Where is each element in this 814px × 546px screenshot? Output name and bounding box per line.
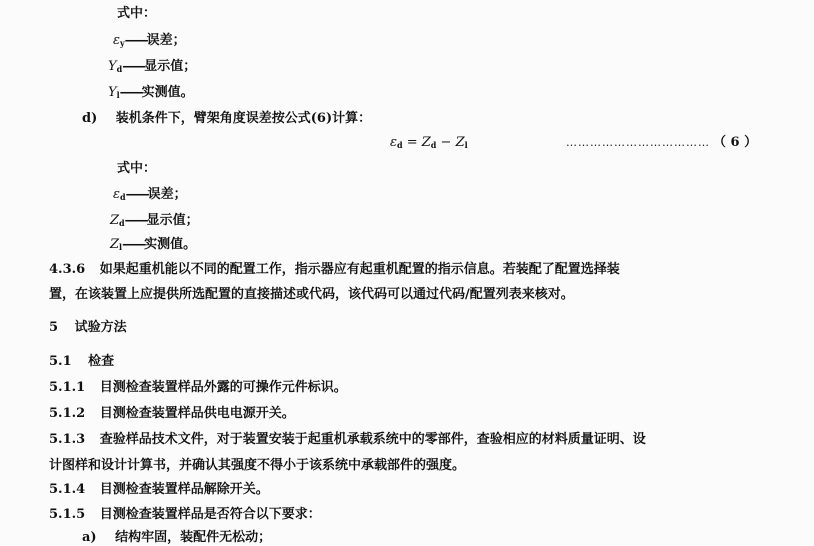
symbol-subscript: d <box>116 64 123 74</box>
clause-5-1-4 <box>49 482 269 498</box>
where-label: 式中： <box>117 161 157 176</box>
symbol: Y <box>108 85 117 100</box>
formula-lhs-sub: d <box>396 140 403 150</box>
clause-number: 5.1.3 <box>49 432 86 447</box>
symbol: ε <box>113 33 120 48</box>
formula-leader-dots: ……………………………… <box>566 136 710 149</box>
clause-5-1-1 <box>49 380 347 396</box>
clause-5-1-5 <box>49 507 321 523</box>
definition-row <box>108 59 196 77</box>
definition-text: 显示值； <box>144 59 197 74</box>
clause-text: 目测检查装置样品是否符合以下要求： <box>99 507 321 522</box>
formula-6 <box>390 135 468 153</box>
formula-number: （ 6 ） <box>713 135 758 150</box>
definition-row <box>108 85 194 103</box>
section-5-heading <box>49 320 127 336</box>
dash: —— <box>124 33 147 48</box>
section-title: 检查 <box>88 354 115 369</box>
clause-5-1-3 <box>49 432 646 448</box>
clause-text: 如果起重机能以不同的配置工作，指示器应有起重机配置的指示信息。若装配了配置选择装 <box>99 262 620 277</box>
dash: —— <box>122 237 145 252</box>
definition-text: 实测值。 <box>144 237 197 252</box>
list-item-d <box>82 111 371 127</box>
definition-text: 显示值； <box>146 213 199 228</box>
clause-4-3-6 <box>49 262 620 278</box>
formula-eq: = <box>402 135 422 150</box>
definition-text: 误差； <box>147 187 187 202</box>
definition-text: 实测值。 <box>141 85 194 100</box>
clause-5-1-3-continuation: 计图样和设计计算书，并确认其强度不得小于该系统中承载部件的强度。 <box>49 458 466 473</box>
dash: —— <box>122 59 145 74</box>
definition-row <box>113 33 186 51</box>
clause-number: 5.1.4 <box>49 482 86 497</box>
clause-number: 5.1.2 <box>49 406 86 421</box>
symbol: Z <box>110 213 120 228</box>
list-text: 结构牢固，装配件无松动； <box>115 530 272 545</box>
formula-term2-sub: l <box>464 140 468 150</box>
symbol-subscript: l <box>116 90 120 100</box>
definition-row <box>110 213 199 231</box>
section-title: 试验方法 <box>74 320 127 335</box>
clause-5-1-2 <box>49 406 295 422</box>
definition-row <box>110 237 196 255</box>
clause-text: 目测检查装置样品供电电源开关。 <box>99 406 295 421</box>
dash: —— <box>119 85 142 100</box>
clause-text: 目测检查装置样品外露的可操作元件标识。 <box>99 380 347 395</box>
formula-minus: − <box>436 135 456 150</box>
formula-lhs: ε <box>390 135 397 150</box>
formula-term1-sub: d <box>430 140 437 150</box>
clause-number: 5.1.5 <box>49 507 86 522</box>
symbol-subscript: l <box>119 242 123 252</box>
symbol: ε <box>113 187 120 202</box>
definition-text: 误差； <box>146 33 186 48</box>
symbol-subscript: y <box>119 38 125 48</box>
list-label: d) <box>82 111 98 126</box>
symbol: Z <box>110 237 120 252</box>
dash: —— <box>124 213 147 228</box>
list-item-a <box>82 530 271 546</box>
list-text: 装机条件下，臂架角度误差按公式(6)计算： <box>115 111 372 126</box>
section-number: 5.1 <box>49 354 72 369</box>
clause-text: 查验样品技术文件，对于装置安装于起重机承载系统中的零部件，查验相应的材料质量证明、设 <box>99 432 646 447</box>
formula-term1: Z <box>421 135 431 150</box>
where-label: 式中： <box>117 6 157 21</box>
symbol-subscript: d <box>119 192 126 202</box>
list-label: a) <box>82 530 97 545</box>
formula-term2: Z <box>455 135 465 150</box>
clause-number: 4.3.6 <box>49 262 86 277</box>
dash: —— <box>125 187 148 202</box>
clause-text: 目测检查装置样品解除开关。 <box>99 482 269 497</box>
section-5-1-heading <box>49 354 114 370</box>
symbol: Y <box>108 59 117 74</box>
symbol-subscript: d <box>119 218 125 228</box>
definition-row <box>113 187 187 205</box>
clause-4-3-6-continuation: 置，在该装置上应提供所选配置的直接描述或代码，该代码可以通过代码/配置列表来核对。 <box>49 287 574 302</box>
section-number: 5 <box>49 320 59 335</box>
clause-number: 5.1.1 <box>49 380 86 395</box>
